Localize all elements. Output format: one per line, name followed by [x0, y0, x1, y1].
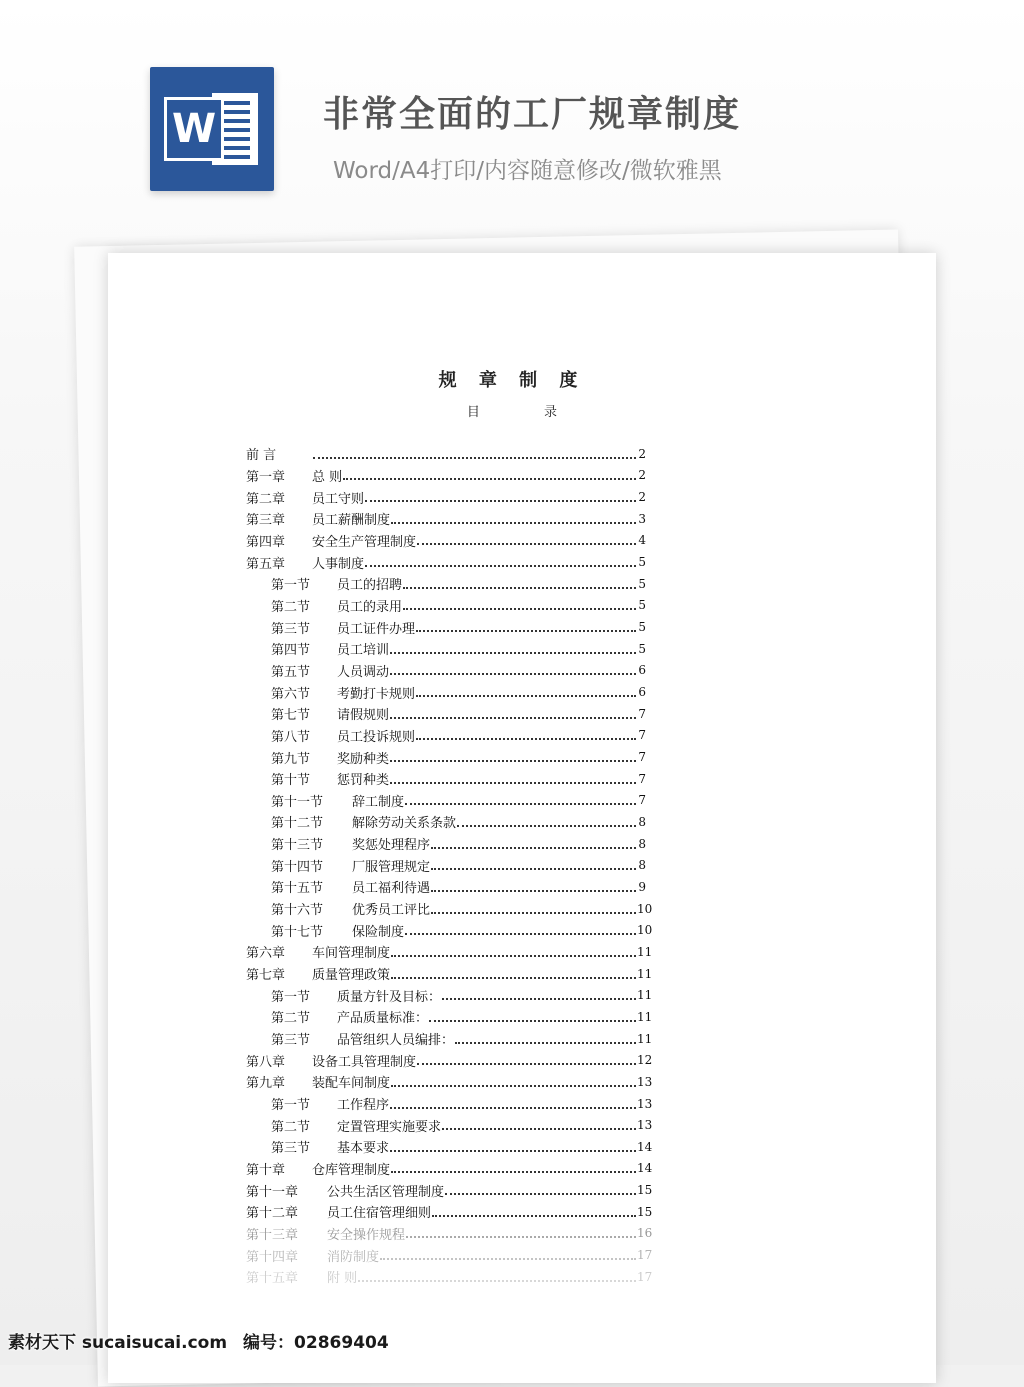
- toc-entry-page: 17: [637, 1248, 653, 1263]
- toc-entry-page: 17: [637, 1269, 653, 1284]
- toc-entry-page: 15: [637, 1204, 653, 1219]
- toc-leader-dots: [445, 1193, 636, 1195]
- watermark-site: 素材天下 sucaisucai.com: [8, 1333, 228, 1353]
- word-letter: W: [164, 97, 224, 161]
- toc-entry-page: 10: [637, 901, 653, 916]
- toc-entry: [246, 508, 646, 530]
- toc-entry-page: 9: [638, 879, 646, 894]
- toc-entry: [246, 1049, 653, 1071]
- toc-entry-name: 产品质量标准：: [337, 1011, 429, 1027]
- toc-entry-label: 第十一节: [271, 794, 324, 810]
- toc-entry-label: 第十二章: [246, 1206, 299, 1222]
- toc-leader-dots: [365, 500, 636, 502]
- toc-leader-dots: [391, 955, 636, 957]
- toc-leader-dots: [416, 738, 636, 740]
- toc-entry-label: 第五节: [271, 664, 311, 680]
- toc-entry-label: 第十四章: [246, 1249, 299, 1265]
- toc-entry-page: 13: [637, 1096, 653, 1111]
- toc-entry: [246, 1179, 653, 1201]
- toc-entry-label: 第十三章: [246, 1227, 299, 1243]
- toc-entry-label: 第九节: [271, 751, 311, 767]
- toc-entry-label: 第三节: [271, 1033, 311, 1049]
- toc-entry-label: 第二节: [271, 1119, 311, 1135]
- toc-entry-page: 5: [638, 641, 646, 656]
- toc-leader-dots: [405, 933, 636, 935]
- toc-entry-page: 12: [637, 1053, 653, 1068]
- toc-entry-label: 第十四节: [271, 859, 324, 875]
- toc-entry-name: 员工投诉规则: [337, 729, 416, 745]
- toc-entry: [246, 1223, 653, 1245]
- toc-heading: 目 录: [466, 405, 588, 420]
- toc-entry: [246, 1158, 653, 1180]
- toc-entry-page: 5: [638, 598, 646, 613]
- toc-entry-label: 第七节: [271, 708, 311, 724]
- toc-entry-page: 11: [637, 944, 653, 959]
- toc-entry-name: 安全操作规程: [327, 1227, 406, 1243]
- toc-entry-name: 惩罚种类: [337, 773, 390, 789]
- toc-entry-name: 优秀员工评比: [352, 903, 431, 919]
- toc-entry-label: 第八节: [271, 729, 311, 745]
- toc-entry-label: 第二章: [246, 491, 286, 507]
- toc-entry-name: 设备工具管理制度: [312, 1054, 417, 1070]
- toc-entry-label: 第二节: [271, 599, 311, 615]
- toc-entry: [246, 1006, 653, 1028]
- toc-entry-label: 第一章: [246, 469, 286, 485]
- toc-entry-page: 5: [638, 576, 646, 591]
- toc-leader-dots: [417, 543, 636, 545]
- toc-entry: [246, 660, 646, 682]
- toc-leader-dots: [403, 608, 636, 610]
- toc-entry-label: 第十七节: [271, 924, 324, 940]
- toc-entry-label: 第三章: [246, 513, 286, 529]
- toc-leader-dots: [390, 717, 636, 719]
- toc-entry-label: 第九章: [246, 1076, 286, 1092]
- toc-leader-dots: [403, 587, 636, 589]
- toc-entry: [246, 616, 646, 638]
- toc-entry-label: 第八章: [246, 1054, 286, 1070]
- document-title: 规 章 制 度: [438, 370, 586, 391]
- toc-entry: [246, 1071, 653, 1093]
- toc-entry-label: 前 言: [246, 448, 277, 464]
- toc-leader-dots: [442, 998, 636, 1000]
- toc-leader-dots: [391, 977, 636, 979]
- toc-entry-name: 质量管理政策: [312, 968, 391, 984]
- toc-entry-name: 消防制度: [327, 1249, 380, 1265]
- toc-entry-name: 保险制度: [352, 924, 405, 940]
- toc-entry-label: 第六节: [271, 686, 311, 702]
- toc-entry-page: 14: [637, 1139, 653, 1154]
- toc-leader-dots: [365, 565, 636, 567]
- toc-entry-label: 第十节: [271, 773, 311, 789]
- toc-entry-label: 第二节: [271, 1011, 311, 1027]
- toc-entry: [246, 530, 646, 552]
- toc-leader-dots: [442, 1128, 636, 1130]
- toc-leader-dots: [390, 673, 636, 675]
- toc-entry: [246, 811, 646, 833]
- toc-entry: [246, 854, 646, 876]
- toc-entry-name: 奖励种类: [337, 751, 390, 767]
- toc-leader-dots: [405, 803, 636, 805]
- toc-entry-label: 第七章: [246, 968, 286, 984]
- toc-leader-dots: [390, 782, 636, 784]
- toc-entry: [246, 681, 646, 703]
- toc-entry-page: 13: [637, 1118, 653, 1133]
- toc-entry-page: 5: [638, 620, 646, 635]
- toc-entry-name: 车间管理制度: [312, 946, 391, 962]
- toc-entry-label: 第十六节: [271, 903, 324, 919]
- toc-leader-dots: [417, 1063, 636, 1065]
- toc-leader-dots: [390, 1150, 636, 1152]
- toc-entry-page: 3: [638, 511, 646, 526]
- toc-entry-name: 附 则: [327, 1271, 358, 1287]
- toc-entry-label: 第三节: [271, 621, 311, 637]
- toc-leader-dots: [429, 1020, 636, 1022]
- toc-entry-name: 解除劳动关系条款: [352, 816, 457, 832]
- toc-leader-dots: [457, 825, 636, 827]
- page-subtitle: Word/A4打印/内容随意修改/微软雅黑: [333, 158, 722, 184]
- toc-entry-name: 员工住宿管理细则: [327, 1206, 432, 1222]
- toc-entry-label: 第十五章: [246, 1271, 299, 1287]
- toc-leader-dots: [390, 1107, 636, 1109]
- toc-leader-dots: [431, 847, 636, 849]
- toc-entry: [246, 746, 646, 768]
- toc-entry-name: 定置管理实施要求: [337, 1119, 442, 1135]
- toc-entry: [246, 595, 646, 617]
- toc-entry-page: 14: [637, 1161, 653, 1176]
- toc-entry-page: 6: [638, 663, 646, 678]
- toc-entry: [246, 898, 653, 920]
- toc-entry-page: 15: [637, 1183, 653, 1198]
- toc-entry-label: 第十五节: [271, 881, 324, 897]
- toc-entry-label: 第一节: [271, 578, 311, 594]
- toc-entry: [246, 833, 646, 855]
- toc-entry-page: 10: [637, 923, 653, 938]
- toc-entry-page: 11: [637, 1009, 653, 1024]
- toc-entry: [246, 963, 653, 985]
- toc-leader-dots: [390, 652, 636, 654]
- toc-leader-dots: [380, 1258, 636, 1260]
- page-title: 非常全面的工厂规章制度: [323, 94, 742, 135]
- toc-entry-label: 第五章: [246, 556, 286, 572]
- toc-leader-dots: [416, 630, 636, 632]
- toc-entry: [246, 465, 646, 487]
- toc-entry-page: 8: [638, 836, 646, 851]
- toc-entry-name: 员工培训: [337, 643, 390, 659]
- toc-entry-page: 8: [638, 814, 646, 829]
- toc-entry-name: 员工的招聘: [337, 578, 403, 594]
- toc-entry-label: 第十二节: [271, 816, 324, 832]
- toc-leader-dots: [358, 1280, 636, 1282]
- toc-entry: [246, 486, 646, 508]
- toc-leader-dots: [391, 1085, 636, 1087]
- toc-entry: [246, 1028, 653, 1050]
- toc-entry: [246, 638, 646, 660]
- watermark: [8, 1328, 389, 1353]
- toc-entry: [246, 768, 646, 790]
- toc-entry: [246, 1266, 653, 1288]
- toc-leader-dots: [406, 1236, 636, 1238]
- toc-leader-dots: [455, 1042, 636, 1044]
- toc-entry-name: 基本要求: [337, 1141, 390, 1157]
- toc-leader-dots: [431, 890, 636, 892]
- toc-entry-name: 质量方针及目标：: [337, 989, 442, 1005]
- toc-leader-dots: [390, 760, 636, 762]
- toc-leader-dots: [431, 912, 636, 914]
- table-of-contents: [246, 443, 653, 1288]
- toc-entry-page: 16: [637, 1226, 653, 1241]
- toc-entry-page: 7: [638, 793, 646, 808]
- toc-entry-name: 公共生活区管理制度: [327, 1184, 445, 1200]
- toc-entry: [246, 725, 646, 747]
- toc-entry-name: 厂服管理规定: [352, 859, 431, 875]
- toc-entry-name: 总 则: [312, 469, 343, 485]
- toc-entry-page: 11: [637, 1031, 653, 1046]
- toc-entry-name: 安全生产管理制度: [312, 534, 417, 550]
- toc-entry: [246, 919, 653, 941]
- toc-entry-page: 7: [638, 771, 646, 786]
- toc-entry: [246, 984, 653, 1006]
- toc-entry-page: 11: [637, 966, 653, 981]
- toc-entry: [246, 1201, 653, 1223]
- toc-leader-dots: [416, 695, 636, 697]
- toc-entry-page: 7: [638, 706, 646, 721]
- toc-entry: [246, 1136, 653, 1158]
- toc-entry-page: 8: [638, 858, 646, 873]
- toc-entry-name: 奖惩处理程序: [352, 838, 431, 854]
- toc-entry-name: 员工薪酬制度: [312, 513, 391, 529]
- toc-entry-page: 2: [638, 468, 646, 483]
- toc-leader-dots: [313, 457, 636, 459]
- toc-entry: [246, 1244, 653, 1266]
- toc-entry: [246, 551, 646, 573]
- toc-entry-name: 员工守则: [312, 491, 365, 507]
- toc-entry-label: 第四节: [271, 643, 311, 659]
- toc-entry-name: 工作程序: [337, 1098, 390, 1114]
- toc-entry-name: 员工福利待遇: [352, 881, 431, 897]
- toc-entry: [246, 941, 653, 963]
- toc-entry-name: 辞工制度: [352, 794, 405, 810]
- toc-entry-page: 13: [637, 1074, 653, 1089]
- toc-entry: [246, 1093, 653, 1115]
- toc-entry-name: 仓库管理制度: [312, 1162, 391, 1178]
- toc-entry: [246, 790, 646, 812]
- toc-entry-page: 5: [638, 555, 646, 570]
- toc-leader-dots: [343, 478, 636, 480]
- toc-entry: [246, 876, 646, 898]
- toc-entry-name: 人员调动: [337, 664, 390, 680]
- toc-entry-name: 员工的录用: [337, 599, 403, 615]
- toc-entry-page: 2: [638, 446, 646, 461]
- toc-entry-name: 请假规则: [337, 708, 390, 724]
- toc-entry-label: 第四章: [246, 534, 286, 550]
- watermark-id: 编号：02869404: [243, 1333, 389, 1353]
- toc-entry-label: 第十三节: [271, 838, 324, 854]
- word-document-icon: [150, 67, 274, 191]
- toc-entry-label: 第十一章: [246, 1184, 299, 1200]
- toc-entry: [246, 573, 646, 595]
- toc-entry-name: 员工证件办理: [337, 621, 416, 637]
- toc-entry-page: 7: [638, 728, 646, 743]
- toc-leader-dots: [391, 1171, 636, 1173]
- toc-leader-dots: [431, 868, 636, 870]
- toc-entry-name: 人事制度: [312, 556, 365, 572]
- toc-entry-page: 2: [638, 490, 646, 505]
- toc-entry: [246, 703, 646, 725]
- toc-entry-label: 第六章: [246, 946, 286, 962]
- toc-entry-label: 第三节: [271, 1141, 311, 1157]
- toc-entry-name: 装配车间制度: [312, 1076, 391, 1092]
- toc-leader-dots: [391, 522, 636, 524]
- toc-entry-page: 4: [638, 533, 646, 548]
- toc-leader-dots: [432, 1215, 636, 1217]
- toc-entry-page: 6: [638, 685, 646, 700]
- toc-entry: [246, 443, 646, 465]
- toc-entry: [246, 1114, 653, 1136]
- toc-entry-page: 11: [637, 988, 653, 1003]
- toc-entry-label: 第一节: [271, 989, 311, 1005]
- toc-entry-page: 7: [638, 750, 646, 765]
- toc-entry-label: 第一节: [271, 1098, 311, 1114]
- toc-entry-name: 考勤打卡规则: [337, 686, 416, 702]
- toc-entry-label: 第十章: [246, 1162, 286, 1178]
- toc-entry-name: 品管组织人员编排：: [337, 1033, 455, 1049]
